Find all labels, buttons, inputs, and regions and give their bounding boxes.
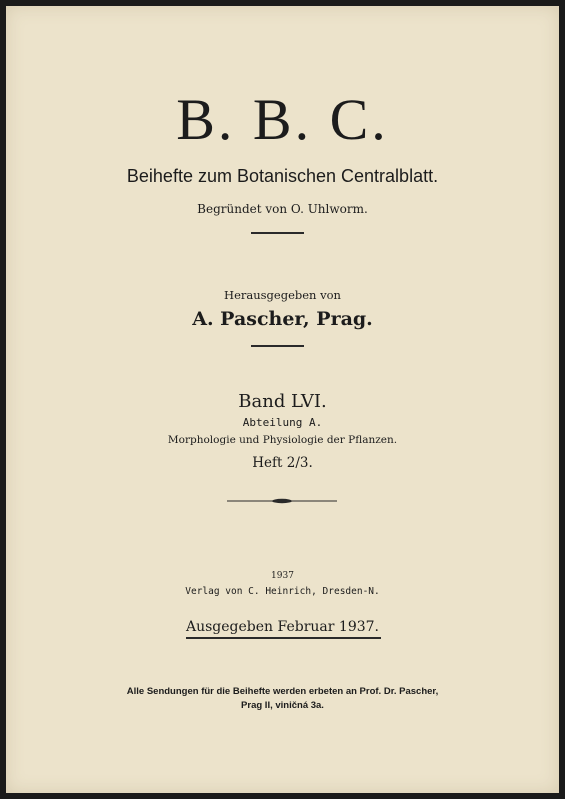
ornamental-divider — [227, 496, 337, 506]
volume-title: Band LVI. — [238, 391, 327, 412]
journal-cover — [6, 6, 559, 793]
section-label: Abteilung A. — [242, 416, 323, 429]
notice-line: Alle Sendungen für die Beihefte werden erbeten an Prof. Dr. Pascher, — [126, 686, 439, 697]
editor-label: Herausgegeben von — [224, 288, 341, 302]
publisher-line: Verlag von C. Heinrich, Dresden-N. — [185, 586, 380, 597]
release-underline — [186, 637, 381, 639]
journal-subtitle: Beihefte zum Botanischen Centralblatt. — [126, 166, 439, 186]
divider-rule — [251, 232, 304, 234]
publication-year: 1937 — [271, 571, 294, 581]
notice-address: Prag II, viničná 3a. — [241, 700, 324, 711]
issue-number: Heft 2/3. — [252, 455, 313, 471]
journal-logo: B. B. C. — [176, 87, 389, 152]
divider-rule — [251, 345, 304, 347]
founder-line: Begründet von O. Uhlworm. — [197, 202, 368, 216]
release-date: Ausgegeben Februar 1937. — [186, 619, 379, 635]
topic-line: Morphologie und Physiologie der Pflanzen. — [167, 434, 398, 446]
editor-name: A. Pascher, Prag. — [192, 308, 373, 330]
